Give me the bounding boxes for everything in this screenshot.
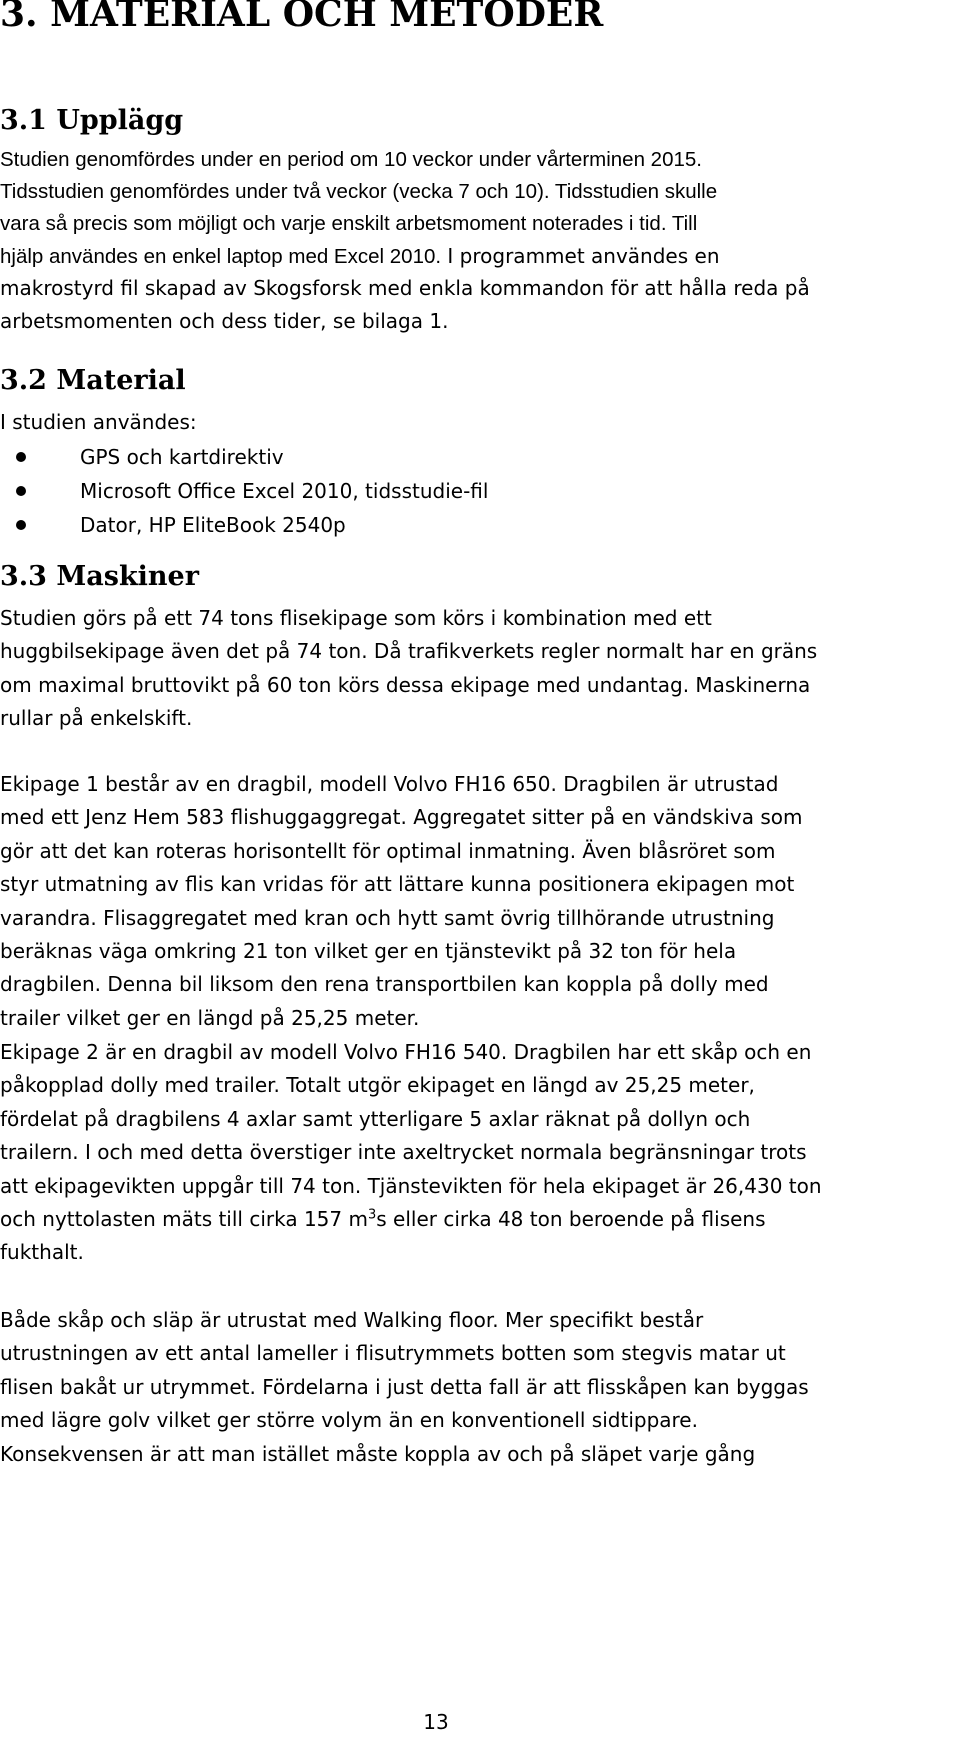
text-line: utrustningen av ett antal lameller i flisutrymmets botten som stegvis matar ut [0, 1341, 786, 1366]
text-line [0, 240, 720, 273]
text-line: arbetsmomenten och dess tider, se bilaga 1. [0, 309, 449, 334]
bullet-icon [16, 520, 26, 530]
text-line: gör att det kan roteras horisontellt för optimal inmatning. Även blåsröret som [0, 838, 776, 863]
text-segment-calibri: I programmet användes en [441, 244, 720, 268]
text-line: med ett Jenz Hem 583 flishuggaggregat. Aggregatet sitter på en vändskiva som [0, 805, 803, 830]
section-heading-material: 3.2 Material [0, 365, 186, 396]
list-item-text: Dator, HP EliteBook 2540p [80, 513, 346, 537]
text-line: påkopplad dolly med trailer. Totalt utgör ekipaget en längd av 25,25 meter, [0, 1073, 755, 1098]
text-segment-arial: hjälp användes en enkel laptop med Excel 2010. [0, 245, 442, 268]
text-line: om maximal bruttovikt på 60 ton körs dessa ekipage med undantag. Maskinerna [0, 672, 811, 697]
text-segment: och nyttolasten mäts till cirka 157 m [0, 1207, 368, 1232]
paragraph-maskiner-1 [0, 602, 817, 736]
chapter-title: 3. MATERIAL OCH METODER [0, 0, 604, 35]
text-line: varandra. Flisaggregatet med kran och hytt samt övrig tillhörande utrustning [0, 905, 775, 930]
text-line: flisen bakåt ur utrymmet. Fördelarna i just detta fall är att flisskåpen kan byggas [0, 1374, 809, 1399]
text-line: rullar på enkelskift. [0, 706, 193, 731]
bullet-icon [16, 452, 26, 462]
text-line: fukthalt. [0, 1240, 84, 1265]
text-line: styr utmatning av flis kan vridas för att lättare kunna positionera ekipagen mot [0, 872, 795, 897]
text-line: trailern. I och med detta överstiger inte axeltrycket normala begränsningar trots [0, 1140, 807, 1165]
section-heading-upplagg: 3.1 Upplägg [0, 105, 184, 136]
text-line: Tidsstudien genomfördes under två veckor (vecka 7 och 10). Tidsstudien skulle [0, 180, 718, 203]
list-item [0, 508, 488, 542]
bullet-icon [16, 486, 26, 496]
paragraph-upplagg [0, 144, 720, 273]
text-line: makrostyrd fil skapad av Skogsforsk med enkla kommandon för att hålla reda på [0, 276, 810, 300]
text-line: Studien görs på ett 74 tons flisekipage som körs i kombination med ett [0, 606, 712, 630]
text-line: dragbilen. Denna bil liksom den rena transportbilen kan koppla på dolly med [0, 972, 769, 997]
material-list [0, 440, 488, 542]
material-intro: I studien användes: [0, 410, 197, 434]
list-item-text: Microsoft Office Excel 2010, tidsstudie-fil [80, 479, 489, 503]
text-line: huggbilsekipage även det på 74 ton. Då trafikverkets regler normalt har en gräns [0, 639, 818, 664]
list-item [0, 440, 488, 474]
text-line [0, 1203, 822, 1236]
text-line: med lägre golv vilket ger större volym än en konventionell sidtippare. [0, 1408, 698, 1433]
text-line: Konsekvensen är att man istället måste koppla av och på släpet varje gång [0, 1441, 756, 1466]
page-number: 13 [423, 1710, 449, 1734]
text-line: vara så precis som möjligt och varje enskilt arbetsmoment noterades i tid. Till [0, 212, 698, 235]
paragraph-maskiner-4 [0, 1304, 809, 1471]
paragraph-maskiner-2 [0, 768, 802, 1035]
text-line: Både skåp och släp är utrustat med Walking floor. Mer specifikt består [0, 1308, 704, 1332]
text-line: Ekipage 2 är en dragbil av modell Volvo FH16 540. Dragbilen har ett skåp och en [0, 1040, 812, 1064]
text-segment: s eller cirka 48 ton beroende på flisens [376, 1207, 766, 1232]
text-line: beräknas väga omkring 21 ton vilket ger en tjänstevikt på 32 ton för hela [0, 939, 737, 964]
section-heading-maskiner: 3.3 Maskiner [0, 561, 199, 592]
text-line: att ekipagevikten uppgår till 74 ton. Tjänstevikten för hela ekipaget är 26,430 ton [0, 1173, 822, 1198]
superscript-3: 3 [367, 1207, 377, 1223]
list-item [0, 474, 488, 508]
paragraph-maskiner-3 [0, 1036, 822, 1270]
text-line: Studien genomfördes under en period om 10 veckor under vårterminen 2015. [0, 148, 702, 171]
paragraph-upplagg-cont [0, 272, 810, 339]
text-line: Ekipage 1 består av en dragbil, modell Volvo FH16 650. Dragbilen är utrustad [0, 772, 779, 796]
text-line: trailer vilket ger en längd på 25,25 meter. [0, 1005, 420, 1030]
text-line: fördelat på dragbilens 4 axlar samt ytterligare 5 axlar räknat på dollyn och [0, 1106, 751, 1131]
list-item-text: GPS och kartdirektiv [80, 445, 284, 469]
